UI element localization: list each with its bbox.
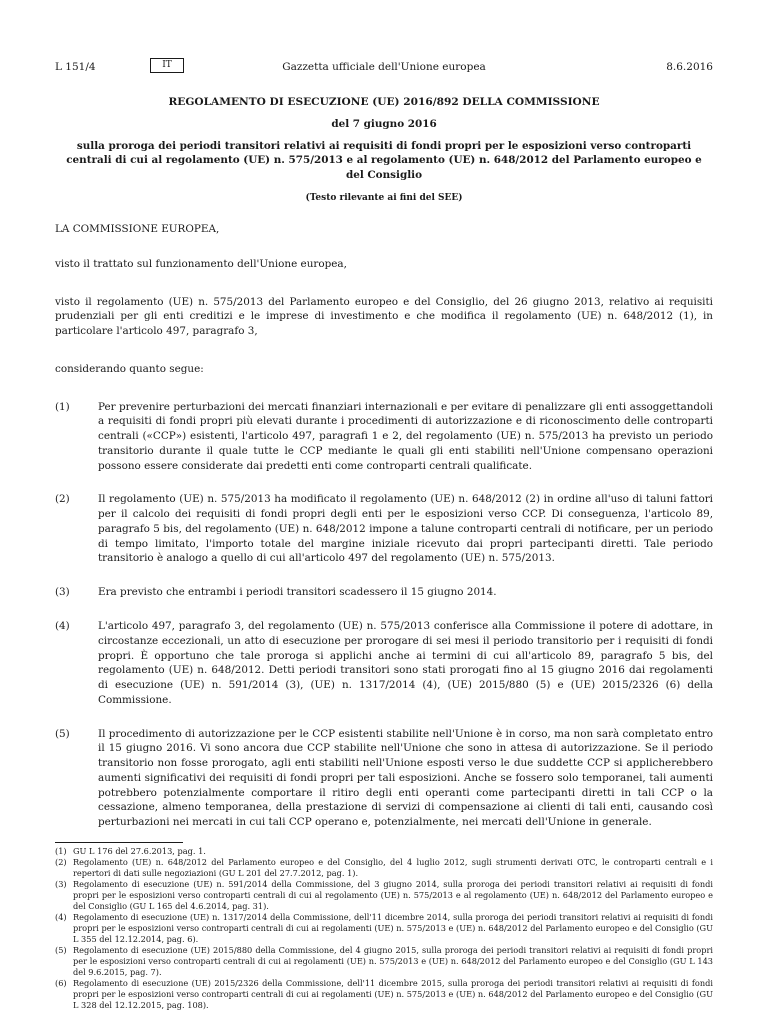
footnote-number: (3) — [55, 878, 67, 889]
footnotes — [55, 846, 713, 1011]
title-block — [55, 95, 713, 205]
footnote-text: Regolamento di esecuzione (UE) n. 591/2014 della Commissione, del 3 giugno 2014, sulla proroga dei periodi transitori relativi ai requisiti di fondi propri per le esposizioni verso controparti centrali di cui al regolamento (UE) n. 575/2013 e al regolamento (UE) n. 648/2012 del Parlamento europeo e del Consiglio (GU L 165 del 4.6.2014, pag. 31). — [73, 878, 713, 911]
preamble-visto-treaty: visto il trattato sul funzionamento dell'Unione europea, — [55, 257, 347, 270]
preamble-visto-regulation: visto il regolamento (UE) n. 575/2013 del Parlamento europeo e del Consiglio, del 26 giugno 2013, relativo ai requisiti prudenziali per gli enti creditizi e le imprese di investimento e che modifica il regolamento (UE) n. 648/2012 (1), in particolare l'articolo 497, paragrafo 3, — [55, 295, 713, 338]
regulation-title: REGOLAMENTO DI ESECUZIONE (UE) 2016/892 DELLA COMMISSIONE — [168, 96, 600, 108]
publication-date: 8.6.2016 — [666, 61, 713, 73]
recital-number: (2) — [55, 493, 70, 506]
footnote — [55, 846, 713, 857]
footnote-number: (6) — [55, 977, 67, 988]
language-code-badge: IT — [150, 58, 184, 73]
recital-number: (3) — [55, 586, 70, 599]
footnote-number: (1) — [55, 846, 67, 856]
recital-number: (4) — [55, 620, 70, 633]
preamble-commission: LA COMMISSIONE EUROPEA, — [55, 223, 220, 235]
footnote-text: Regolamento (UE) n. 648/2012 del Parlamento europeo e del Consiglio, del 4 luglio 2012, sugli strumenti derivati OTC, le controparti centrali e i repertori di dati sulle negoziazioni (GU L 201 del 27.7.2012, pag. 1). — [73, 856, 713, 878]
journal-title: Gazzetta ufficiale dell'Unione europea — [282, 61, 486, 73]
page-header — [55, 0, 713, 73]
recital-text: Il regolamento (UE) n. 575/2013 ha modificato il regolamento (UE) n. 648/2012 (2) in ordine all'uso di taluni fattori per il calcolo dei requisiti di fondi propri degli enti per le esposizioni verso CCP. Di conseguenza, l'articolo 89, paragrafo 5 bis, del regolamento (UE) n. 648/2012 impone a talune controparti centrali di notificare, per un periodo di tempo limitato, l'importo totale del margine iniziale ricevuto dai propri partecipanti diretti. Tale periodo transitorio è analogo a quello di cui all'articolo 497 del regolamento (UE) n. 575/2013. — [98, 493, 713, 565]
footnote-number: (5) — [55, 944, 67, 955]
footnote-number: (4) — [55, 911, 67, 922]
recital — [55, 585, 713, 600]
recital — [55, 492, 713, 566]
footnote-text: Regolamento di esecuzione (UE) 2015/2326 della Commissione, dell'11 dicembre 2015, sulla proroga dei periodi transitori relativi ai requisiti di fondi propri per le esposizioni verso controparti centrali di cui ai regolamenti (UE) n. 575/2013 e (UE) n. 648/2012 del Parlamento europeo e del Consiglio (GU L 328 del 12.12.2015, pag. 108). — [73, 977, 713, 1010]
footnote-text: Regolamento di esecuzione (UE) n. 1317/2014 della Commissione, dell'11 dicembre 2014, sulla proroga dei periodi transitori relativi ai requisiti di fondi propri per le esposizioni verso controparti centrali di cui ai regolamenti (UE) n. 575/2013 e (UE) n. 648/2012 del Parlamento europeo e del Consiglio (GU L 355 del 12.12.2014, pag. 6). — [73, 911, 713, 944]
recital-text: Per prevenire perturbazioni dei mercati finanziari internazionali e per evitare di penalizzare gli enti assoggettandoli a requisiti di fondi propri più elevati durante i procedimenti di autorizzazione e di riconoscimento delle controparti centrali («CCP») esistenti, l'articolo 497, paragrafi 1 e 2, del regolamento (UE) n. 575/2013 ha previsto un periodo transitorio durante il quale tutte le CCP mediante le quali gli enti stabiliti nell'Unione compensano operazioni possono essere considerate dai predetti enti come controparti centrali qualificate. — [98, 400, 713, 472]
recital — [55, 400, 713, 474]
recital-text: Era previsto che entrambi i periodi transitori scadessero il 15 giugno 2014. — [98, 586, 497, 599]
regulation-date: del 7 giugno 2016 — [331, 118, 437, 131]
recital-text: Il procedimento di autorizzazione per le CCP esistenti stabilite nell'Unione è in corso, ma non sarà completato entro il 15 giugno 2016. Vi sono ancora due CCP stabilite nell'Unione che sono in attesa di autorizzazione. Se il periodo transitorio non fosse prorogato, agli enti stabiliti nell'Unione esposti verso le due suddette CCP si applicherebbero aumenti significativi dei requisiti di fondi propri per tali esposizioni. Anche se fossero solo temporanei, tali aumenti potrebbero potenzialmente comportare il ritiro degli enti operanti come partecipanti diretti in tali CCP o la cessazione, almeno temporanea, della prestazione di servizi di compensazione ai clienti di tali enti, causando così perturbazioni nei mercati in cui tali CCP operano e, potenzialmente, nei mercati dell'Unione in generale. — [98, 727, 713, 829]
footnote — [55, 879, 713, 912]
footnote-text: Regolamento di esecuzione (UE) 2015/880 della Commissione, del 4 giugno 2015, sulla proroga dei periodi transitori relativi ai requisiti di fondi propri per le esposizioni verso controparti centrali di cui ai regolamenti (UE) n. 575/2013 e (UE) n. 648/2012 del Parlamento europeo e del Consiglio (GU L 143 del 9.6.2015, pag. 7). — [73, 944, 713, 977]
footnote-text: GU L 176 del 27.6.2013, pag. 1. — [73, 846, 206, 856]
recital-number: (5) — [55, 727, 70, 740]
page-reference: L 151/4 — [55, 61, 96, 73]
footnote-number: (2) — [55, 856, 67, 867]
footnote — [55, 857, 713, 879]
recital — [55, 727, 713, 830]
recital-text: L'articolo 497, paragrafo 3, del regolamento (UE) n. 575/2013 conferisce alla Commissione il potere di adottare, in circostanze eccezionali, un atto di esecuzione per prorogare di sei mesi il periodo transitorio per i requisiti di fondi propri. È opportuno che tale proroga si applichi anche ai termini di cui all'articolo 89, paragrafo 5 bis, del regolamento (UE) n. 648/2012. Detti periodi transitori sono stati prorogati fino al 15 giugno 2016 dai regolamenti di esecuzione (UE) n. 591/2014 (3), (UE) n. 1317/2014 (4), (UE) 2015/880 (5) e (UE) 2015/2326 (6) della Commissione. — [98, 620, 713, 706]
recital-number: (1) — [55, 400, 70, 413]
footnote — [55, 912, 713, 945]
footnote-divider — [55, 842, 183, 843]
footnote — [55, 978, 713, 1011]
preamble-considerando: considerando quanto segue: — [55, 362, 204, 375]
regulation-subject: sulla proroga dei periodi transitori relativi ai requisiti di fondi propri per le esposizioni verso controparti centrali di cui al regolamento (UE) n. 575/2013 e al regolamento (UE) n. 648/2012 del Parlamento europeo e del Consiglio — [66, 139, 702, 181]
footnote — [55, 945, 713, 978]
document-body — [55, 222, 713, 849]
eea-relevance: (Testo rilevante ai fini del SEE) — [305, 192, 463, 203]
recital — [55, 619, 713, 708]
